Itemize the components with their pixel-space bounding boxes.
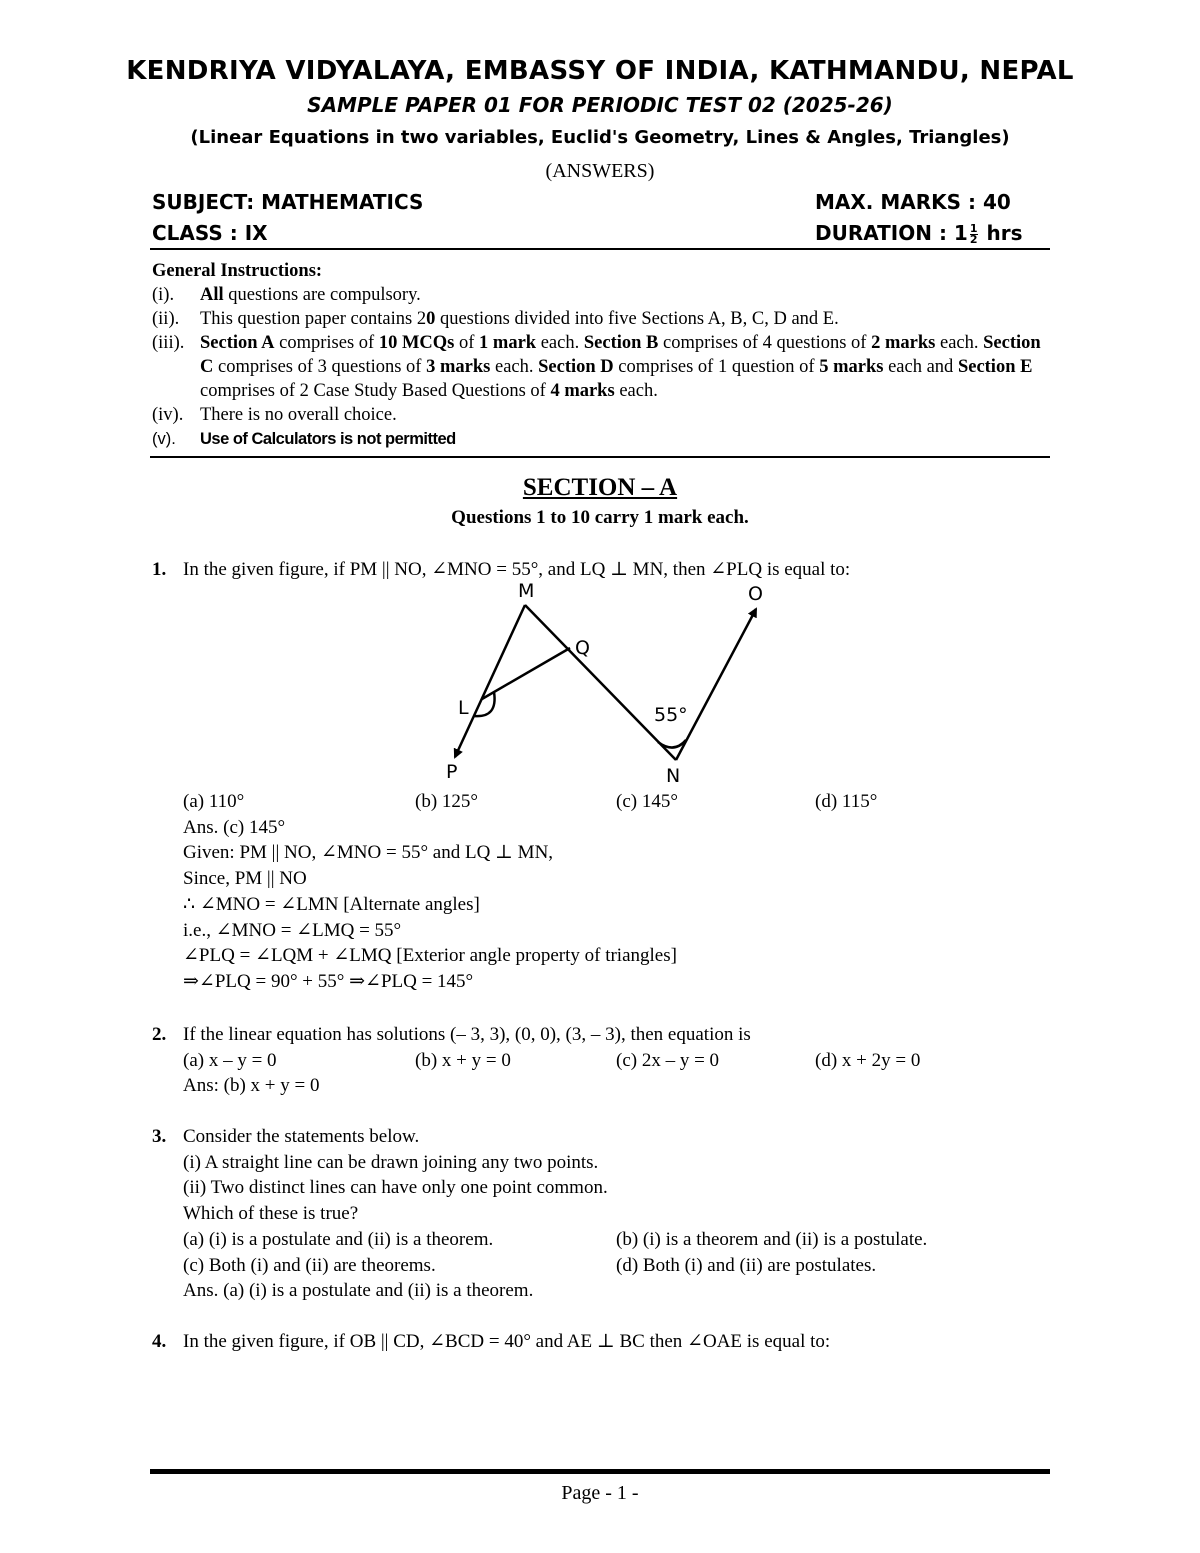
bold-run: 1 mark [479,333,537,353]
max-marks: MAX. MARKS : 40 [815,190,1011,214]
bold-run: Section D [538,357,614,377]
paper-topics: (Linear Equations in two variables, Euclid's Geometry, Lines & Angles, Triangles) [190,127,1010,148]
duration: DURATION : 1 $\frac{1}{2}$ hrs [815,221,1023,246]
answer-line: Given: PM || NO, ∠MNO = 55° and LQ ⊥ MN, [183,842,554,864]
text-run: of [454,333,480,353]
instruction-text [200,331,1052,403]
text-run: comprises of [274,333,379,353]
answer-line: i.e., ∠MNO = ∠LMQ = 55° [183,919,402,941]
instruction-item [152,283,1052,307]
subject: SUBJECT: MATHEMATICS [152,190,424,214]
option-b: (b) 125° [415,791,479,812]
general-instructions [152,259,1052,451]
text-run: each. [614,381,658,401]
instruction-text [200,307,1052,331]
answer-line: ⇒∠PLQ = 90° + 55° ⇒∠PLQ = 145° [183,970,474,992]
options-row [183,1227,1052,1253]
bold-run: Section C [200,333,1041,377]
label-o: O [748,583,763,605]
options-row [183,1253,1052,1279]
sans-run: Use of Calculators is not permitted [200,430,456,448]
answer-line: Ans. (a) (i) is a postulate and (ii) is a theorem. [183,1280,534,1302]
text-run: questions are compulsory. [223,285,421,305]
option-b: (b) (i) is a theorem and (ii) is a postulate. [616,1228,928,1250]
label-p: P [446,761,458,783]
answer-line: ∴ ∠MNO = ∠LMN [Alternate angles] [183,893,480,915]
duration-unit: hrs [979,221,1023,245]
line-mn [525,605,676,760]
instruction-number: (ii). [152,309,180,329]
duration-denominator: 2 [969,233,978,246]
question-number: 1. [152,559,167,580]
bold-run: 4 marks [550,381,615,401]
options-row [183,789,1052,815]
question-number: 4. [152,1331,167,1352]
option-a: (a) x – y = 0 [183,1049,277,1071]
text-run: comprises of 2 Case Study Based Questions of [200,381,551,401]
class: CLASS : IX [152,221,268,245]
option-a: (a) (i) is a postulate and (ii) is a theorem. [183,1228,494,1250]
label-angle-55: 55° [654,704,688,726]
paper-title: SAMPLE PAPER 01 FOR PERIODIC TEST 02 (2025-26) [307,93,893,117]
bold-run: 3 marks [426,357,491,377]
question-text: In the given figure, if PM || NO, ∠MNO = 55°, and LQ ⊥ MN, then ∠PLQ is equal to: [183,559,851,580]
question-text: In the given figure, if OB || CD, ∠BCD = 40° and AE ⊥ BC then ∠OAE is equal to: [183,1331,831,1352]
answer-line: Ans. (c) 145° [183,816,286,838]
header-divider [150,248,1050,250]
question-2 [152,1022,1052,1099]
instruction-item [152,307,1052,331]
instruction-item [152,427,1052,451]
line-lq [482,648,570,699]
duration-numerator: 1 [969,222,978,235]
page-number: Page - 1 - [561,1482,639,1504]
option-c: (c) 145° [616,791,678,812]
bold-run: Section B [583,333,659,353]
label-m: M [518,580,535,602]
text-run: comprises of 1 question of [613,357,820,377]
statement-line: (ii) Two distinct lines can have only one point common. [183,1177,608,1199]
instruction-text [200,427,1052,451]
school-name: KENDRIYA VIDYALAYA, EMBASSY OF INDIA, KATHMANDU, NEPAL [126,56,1074,86]
instruction-number: (iv). [152,405,184,425]
instruction-item [152,331,1052,403]
bold-run: 0 [426,309,436,329]
instructions-divider [150,456,1050,458]
text-run: There is no overall choice. [200,405,397,425]
option-a: (a) 110° [183,791,245,812]
text-run: comprises of 3 questions of [213,357,427,377]
question-4 [152,1329,1052,1355]
option-d: (d) x + 2y = 0 [815,1049,921,1071]
text-run: This question paper contains 2 [200,309,427,329]
instruction-text [200,283,1052,307]
text-run: questions divided into five Sections A, B, C, D and E. [435,309,839,329]
question-number: 3. [152,1126,167,1147]
option-d: (d) Both (i) and (ii) are postulates. [616,1254,877,1276]
footer-divider [150,1469,1050,1474]
instruction-number: (i). [152,285,175,305]
text-run: each. [536,333,584,353]
question-number: 2. [152,1024,167,1045]
answer-line: Since, PM || NO [183,868,307,890]
instruction-text [200,403,1052,427]
text-run: each and [883,357,958,377]
instruction-number: (iii). [152,333,185,353]
bold-run: Section E [957,357,1033,377]
question-text: Consider the statements below. [183,1126,420,1147]
section-title: SECTION – A [522,474,678,501]
answers-label: (ANSWERS) [545,160,655,182]
option-c: (c) Both (i) and (ii) are theorems. [183,1254,436,1276]
text-run: each. [490,357,539,377]
option-c: (c) 2x – y = 0 [616,1049,720,1071]
instructions-list [152,283,1052,451]
figure-1-diagram [438,578,778,790]
bold-run: Section A [200,333,275,353]
instructions-title: General Instructions: [152,261,323,281]
bold-run: All [200,285,224,305]
section-subtitle: Questions 1 to 10 carry 1 mark each. [451,507,749,528]
options-row [183,1048,1052,1074]
statement-line: Which of these is true? [183,1203,359,1225]
bold-run: 2 marks [871,333,936,353]
bold-run: 10 MCQs [378,333,455,353]
question-3 [152,1124,1052,1304]
label-l: L [458,697,469,719]
text-run: comprises of 4 questions of [658,333,872,353]
option-b: (b) x + y = 0 [415,1049,511,1071]
instruction-number: (v). [152,430,176,448]
answer-line: Ans: (b) x + y = 0 [183,1075,320,1097]
bold-run: 5 marks [819,357,884,377]
text-run: each. [935,333,984,353]
question-text: If the linear equation has solutions (– 3, 3), (0, 0), (3, – 3), then equation is [183,1024,751,1045]
question-1-options-answer [152,789,1052,995]
line-no [676,609,756,760]
instruction-item [152,403,1052,427]
label-n: N [666,765,681,787]
statement-line: (i) A straight line can be drawn joining any two points. [183,1151,599,1173]
label-q: Q [575,637,590,659]
answer-line: ∠PLQ = ∠LQM + ∠LMQ [Exterior angle property of triangles] [183,945,677,967]
option-d: (d) 115° [815,791,878,812]
